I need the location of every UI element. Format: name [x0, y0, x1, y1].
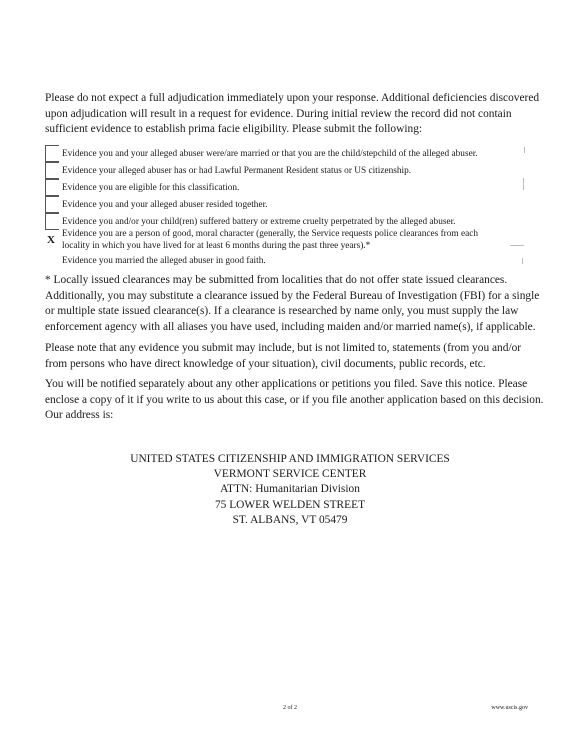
checklist-item-text: Evidence you and your alleged abuser resided together.: [62, 200, 268, 210]
checkbox[interactable]: [45, 162, 59, 179]
checklist-item-moral-character: [45, 223, 535, 253]
address-line: ATTN: Humanitarian Division: [220, 483, 360, 496]
checklist-item-text: Evidence you and/or your child(ren) suffered battery or extreme cruelty perpetrated by the alleged abuser.: [62, 217, 456, 227]
scan-artifact: [523, 178, 524, 190]
scan-artifact: [524, 147, 525, 153]
scan-artifact: [510, 245, 524, 246]
address-line: ST. ALBANS, VT 05479: [232, 513, 348, 526]
intro-paragraph: [45, 91, 545, 138]
checkbox[interactable]: [45, 179, 59, 196]
address-line: UNITED STATES CITIZENSHIP AND IMMIGRATION SERVICES: [130, 453, 450, 465]
checkbox-mark: X: [47, 234, 55, 246]
note-line: Please note that any evidence you submit may include, but is not limited to, statements (from you and/or: [45, 342, 522, 354]
footnote-line: enforcement agency with all aliases you have used, including maiden and/or married name(s), if applicable.: [45, 320, 536, 333]
footnote-line: or multiple state issued clearance(s). If a clearance is researched by name only, you must supply the law: [45, 305, 519, 317]
checklist-item-text: Evidence you and your alleged abuser were/are married or that you are the child/stepchild of the alleged abuser.: [62, 149, 478, 159]
checklist-item-text: locality in which you have lived for at least 6 months during the past three years).*: [62, 241, 371, 251]
checklist-item-good-faith: [45, 253, 535, 269]
mailing-address: [0, 452, 580, 528]
scan-artifact: [522, 258, 523, 264]
checklist-item-text: Evidence your alleged abuser has or had Lawful Permanent Resident status or US citizenship.: [62, 166, 412, 176]
checklist-item-text: Evidence you married the alleged abuser in good faith.: [62, 256, 266, 266]
checklist-item-status: [45, 162, 535, 178]
checkbox[interactable]: [45, 145, 59, 162]
notification-line: Our address is:: [45, 409, 114, 421]
note-line: from persons who have direct knowledge of your situation), civil documents, public records, etc.: [45, 357, 486, 370]
intro-line: Please do not expect a full adjudication immediately upon your response. Additional deficiencies discovered: [45, 92, 540, 104]
checklist-item-resided: [45, 196, 535, 212]
address-line: 75 LOWER WELDEN STREET: [214, 498, 366, 511]
checklist-item-marriage: [45, 145, 535, 161]
intro-line: upon adjudication will result in a request for evidence. During initial review the record did not contain: [45, 107, 512, 120]
page-number: 2 of 2: [283, 705, 297, 711]
checklist-item-text: Evidence you are a person of good, moral character (generally, the Service requests police clearances from each: [62, 229, 479, 239]
footer-website: www.uscis.gov: [491, 705, 528, 711]
notification-line: You will be notified separately about any other applications or petitions you filed. Save this notice. Please: [45, 378, 528, 390]
checklist-item-eligible: [45, 179, 535, 195]
notification-paragraph: [45, 377, 545, 424]
address-line: VERMONT SERVICE CENTER: [213, 468, 367, 481]
intro-line: sufficient evidence to establish prima facie eligibility. Please submit the following:: [45, 123, 423, 135]
checklist-item-text: Evidence you are eligible for this classification.: [62, 183, 240, 193]
footnote-paragraph: [45, 273, 545, 335]
notification-line: enclose a copy of it if you write to us about this case, or if you file another application based on this decision.: [45, 393, 544, 406]
note-paragraph: [45, 341, 545, 372]
checkbox[interactable]: [45, 196, 59, 213]
footnote-line: * Locally issued clearances may be submitted from localities that do not offer state issued clearances.: [45, 274, 508, 286]
footnote-line: Additionally, you may substitute a clearance issued by the Federal Bureau of Investigation (FBI) for a single: [45, 289, 540, 302]
